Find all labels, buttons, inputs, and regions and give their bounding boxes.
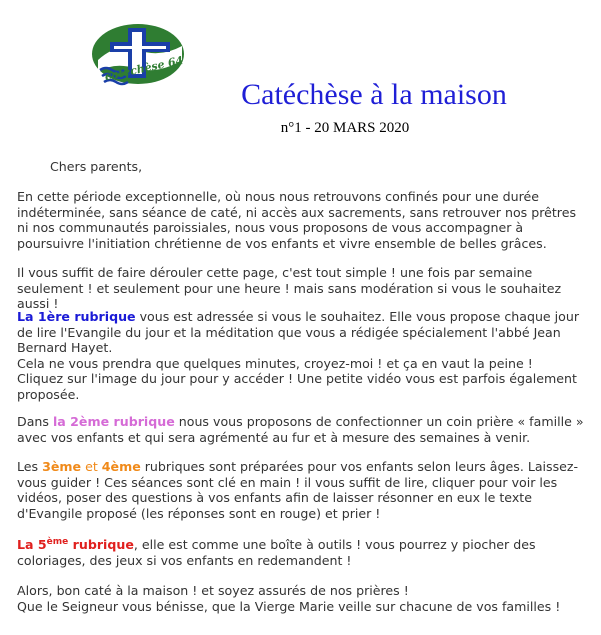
page-title: Catéchèse à la maison [241,78,507,111]
rubric-2-paragraph [17,414,589,445]
rubric-1-line3: Cliquez sur l'image du jour pour y accéder ! Une petite vidéo vous est parfois également proposée. [17,371,577,402]
rubric-3-4-lead: Les [17,459,43,474]
rubric-1-label: La 1ère rubrique [17,309,136,324]
rubric-1-line2: Cela ne vous prendra que quelques minutes, croyez-moi ! et ça en vaut la peine ! [17,355,533,371]
intro-paragraph: En cette période exceptionnelle, où nous nous retrouvons confinés pour une durée indéterminée, sans séance de caté, ni accès aux sacrements, sans retrouver nos prêtres ni nos communautés paroissiales, nous vous proposons de vous accompagner à poursuivre l'initiation chrétienne de vos enfants et vivre ensemble de belles grâces. [17,189,577,251]
issue-subtitle: n°1 - 20 MARS 2020 [280,120,410,136]
rubric-1-text: vous est adressée si vous le souhaitez. Elle vous propose chaque jour de lire l'Evangile du jour et la méditation que vous a rédigée spécialement l'abbé Jean Bernard Hayet. [17,309,580,355]
rubric-3-4-and: et [81,459,102,474]
closing-line-1: Alors, bon caté à la maison ! et soyez assurés de nos prières ! [17,583,409,598]
rubric-5-label [17,537,134,552]
greeting: Chers parents, [50,159,143,174]
rubric-4-label: 4ème [101,459,141,474]
closing-paragraph [17,583,589,614]
instructions-paragraph: Il vous suffit de faire dérouler cette page, c'est tout simple ! une fois par semaine seulement ! et seulement pour une heure ! mais sans modération si vous le souhaitez aussi ! [17,265,562,311]
rubric-5-label-a: La 5 [17,537,47,552]
rubric-5-paragraph [17,537,589,568]
logo-caption: catéchèse 64 [103,53,185,84]
rubric-2-lead: Dans [17,414,53,429]
rubric-3-4-text: rubriques sont préparées pour vos enfants selon leurs âges. Laissez-vous guider ! Ces séances sont clé en main ! il vous suffit de lire, cliquer pour voir les vidéos, poser des questions à vos enfants afin de laisser résonner en eux le texte d'Evangile proposé (les réponses sont en rouge) et prier ! [17,459,579,521]
rubric-3-label: 3ème [42,459,82,474]
rubric-1-paragraph [17,309,589,402]
rubric-5-label-b: rubrique [68,537,134,552]
rubric-3-4-paragraph [17,459,589,521]
rubric-2-text: nous vous proposons de confectionner un coin prière « famille » avec vos enfants et qui sera agrémenté au fur et à mesure des semaines à venir. [17,414,584,445]
rubric-5-text: , elle est comme une boîte à outils ! vous pourrez y piocher des coloriages, des jeux si vos enfants en redemandent ! [17,537,536,568]
rubric-5-sup: ème [46,536,69,547]
closing-line-2: Que le Seigneur vous bénisse, que la Vierge Marie veille sur chacune de vos familles ! [17,598,561,614]
rubric-2-label: la 2ème rubrique [52,414,175,429]
